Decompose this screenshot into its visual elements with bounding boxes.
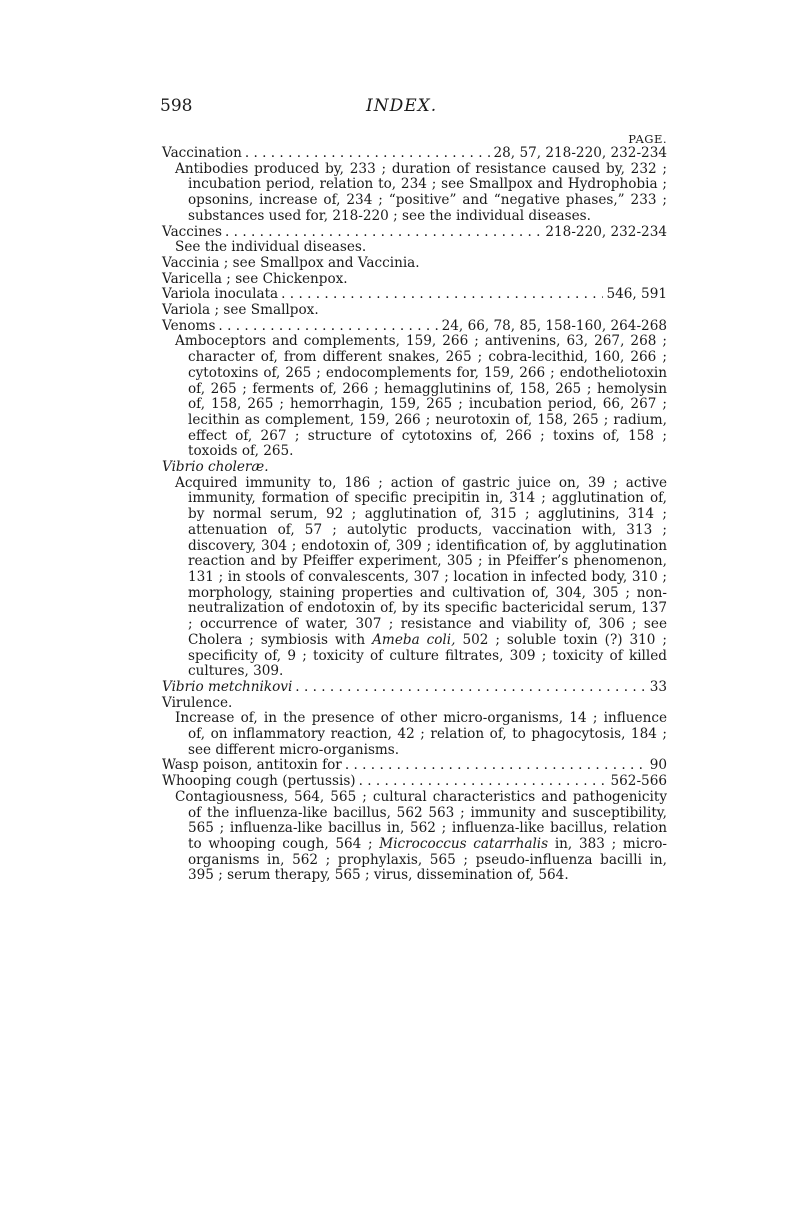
index-entry <box>162 460 667 680</box>
entry-term: Vaccines <box>162 223 223 240</box>
entry-page-refs: 562-566 <box>610 773 667 790</box>
index-entries <box>162 146 667 884</box>
index-entry <box>162 225 667 256</box>
entry-term: Variola ; see Smallpox. <box>162 302 319 319</box>
entry-term: Vibrio choleræ. <box>162 459 269 476</box>
index-entry <box>162 303 667 319</box>
subentry-text: Acquired immunity to, 186 ; action of gastric juice on, 39 ; active immunity, formation of specific precipitin in, 314 ; agglutination of, by normal serum, 92 ; agglutination of, 315 ; agglutinins, 314 ; attenuation of, 57 ; autolytic products, vaccination with, 313 ; discovery, 304 ; endotoxin of, 309 ; identification of, by agglutination reaction and by Pfeiffer experiment, 305 ; in Pfeiffer’s phenomenon, 131 ; in stools of convalescents, 307 ; location in infected body, 310 ; morphology, staining properties and cultivation of, 304, 305 ; non-neutralization of endotoxin of, by its specific bactericidal serum, 137 ; occurrence of water, 307 ; resistance and viability of, 306 ; see Cholera ; symbiosis with <box>175 474 667 648</box>
index-entry <box>162 256 667 272</box>
index-entry <box>162 287 667 303</box>
subentry-text-tail: in, 383 ; micro-organisms in, 562 ; prophylaxis, 565 ; pseudo-influenza bacilli in, 395 ; serum therapy, 565 ; virus, dissemination of, 564. <box>188 835 668 884</box>
entry-term: Vaccinia ; see Smallpox and Vaccinia. <box>162 254 420 271</box>
page-number: 598 <box>160 96 193 116</box>
running-title: INDEX. <box>366 96 438 116</box>
entry-term: Virulence. <box>162 694 233 711</box>
entry-subentries: Increase of, in the presence of other micro-organisms, 14 ; influence of, on inflammatory reaction, 42 ; relation of, to phagocytosis, 184 ; see different micro-organisms. <box>175 710 667 758</box>
entry-term: Variola inoculata <box>162 286 279 303</box>
entry-page-refs: 24, 66, 78, 85, 158-160, 264-268 <box>441 317 667 334</box>
index-entry <box>162 696 667 759</box>
entry-page-refs: 90 <box>649 757 667 774</box>
index-entry <box>162 774 667 884</box>
subentry-text-tail: 502 ; soluble toxin (?) 310 ; specificity of, 9 ; toxicity of culture filtrates, 309 ; toxicity of killed cultures, 309. <box>188 631 668 680</box>
entry-subentries <box>175 476 667 680</box>
index-page <box>162 96 667 884</box>
entry-page-refs: 218-220, 232-234 <box>545 223 667 240</box>
index-entry <box>162 272 667 288</box>
entry-subentries: Amboceptors and complements, 159, 266 ; antivenins, 63, 267, 268 ; character of, from different snakes, 265 ; cobra-lecithid, 160, 266 ; cytotoxins of, 265 ; endocomplements for, 159, 266 ; endotheliotoxin of, 265 ; ferments of, 266 ; hemagglutinins of, 158, 265 ; hemolysin of, 158, 265 ; hemorrhagin, 159, 265 ; incubation period, 66, 267 ; lecithin as complement, 159, 266 ; neurotoxin of, 158, 265 ; radium, effect of, 267 ; structure of cytotoxins of, 266 ; toxins of, 158 ; toxoids of, 265. <box>175 333 667 460</box>
entry-term: Whooping cough (pertussis) <box>162 773 356 790</box>
entry-term: Vaccination <box>162 145 242 161</box>
index-entry <box>162 758 667 774</box>
entry-term: Varicella ; see Chickenpox. <box>162 270 348 287</box>
subentry-text: Contagiousness, 564, 565 ; cultural characteristics and pathogenicity of the influenza-like bacillus, 562 563 ; immunity and susceptibility, 565 ; influenza-like bacillus in, 562 ; influenza-like bacillus, relation to whooping cough, 564 ; <box>175 788 667 852</box>
index-entry <box>162 146 667 225</box>
entry-page-refs: 28, 57, 218-220, 232-234 <box>493 145 667 161</box>
entry-subentries: See the individual diseases. <box>175 239 367 256</box>
index-entry <box>162 680 667 696</box>
entry-page-refs: 546, 591 <box>606 286 667 303</box>
entry-page-refs: 33 <box>649 678 667 695</box>
index-entry <box>162 319 667 460</box>
subentry-italic-term: Ameba coli, <box>372 631 456 648</box>
entry-term: Wasp poison, antitoxin for <box>162 757 342 774</box>
running-head <box>162 96 667 120</box>
entry-term: Vibrio metchnikovi <box>162 678 293 695</box>
subentry-italic-term: Micrococcus catarrhalis <box>379 835 549 852</box>
entry-subentries <box>175 790 667 884</box>
page-column-label: PAGE. <box>628 132 667 146</box>
entry-subentries: Antibodies produced by, 233 ; duration of resistance caused by, 232 ; incubation period, relation to, 234 ; see Smallpox and Hydrophobia ; opsonins, increase of, 234 ; “positive” and “negative phases,” 233 ; substances used for, 218-220 ; see the individual diseases. <box>175 160 667 224</box>
entry-term: Venoms <box>162 317 216 334</box>
